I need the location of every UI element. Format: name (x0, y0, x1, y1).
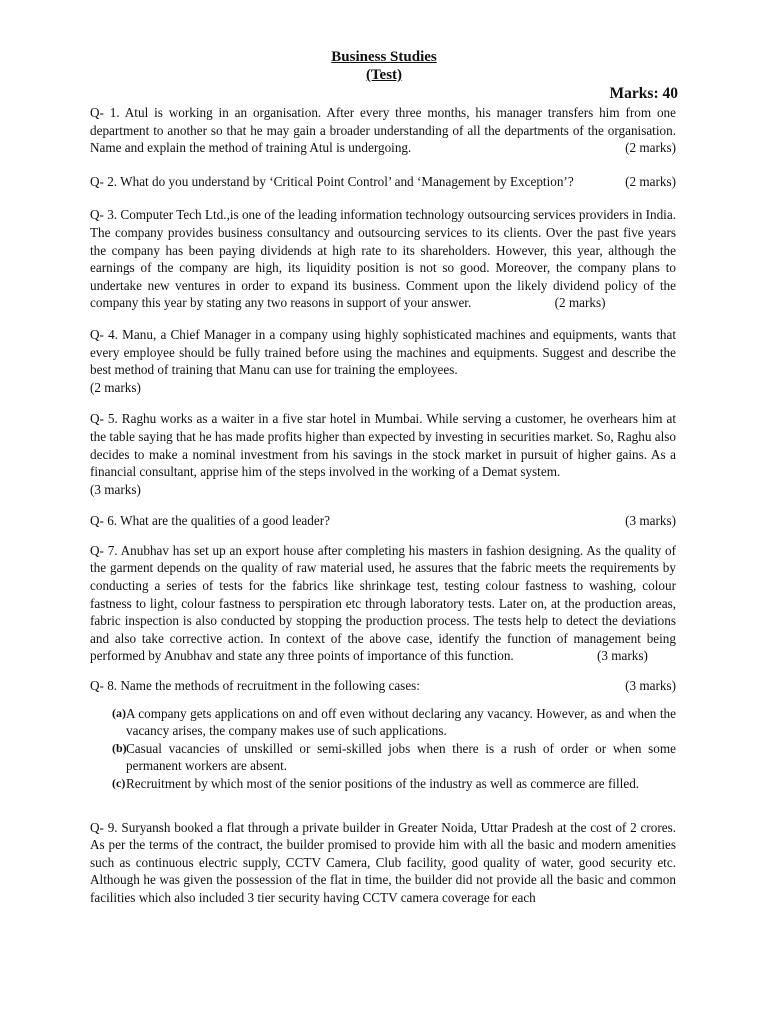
question-8 (90, 677, 676, 695)
question-marks: (2 marks) (625, 140, 676, 156)
document-title: Business Studies (331, 49, 437, 65)
question-marks: (3 marks) (625, 678, 676, 694)
total-marks: Marks: 40 (609, 85, 678, 102)
question-text: Q- 1. Atul is working in an organisation. After every three months, his manager transfers him from one department to another so that he may gain a broader understanding of all the departments of the organisation. Name and explain the method of training Atul is undergoing. (90, 105, 676, 156)
question-marks: (2 marks) (625, 173, 676, 189)
case-text: Casual vacancies of unskilled or semi-skilled jobs when there is a rush of order or when some permanent workers are absent. (126, 740, 676, 774)
question-marks: (2 marks) (554, 295, 606, 311)
question-text: Q- 4. Manu, a Chief Manager in a company using highly sophisticated machines and equipments, wants that every employee should be fully trained before using the machines and equipments. Suggest and describe the best method of training that Manu can use for training the employees. (90, 326, 676, 378)
document-subtitle: (Test) (365, 67, 403, 83)
list-item (90, 775, 676, 793)
question-9 (90, 819, 676, 907)
questions-block (90, 104, 676, 907)
question-text: Q- 5. Raghu works as a waiter in a five star hotel in Mumbai. While serving a customer, he overhears him at the table saying that he has made profits higher than expected by investing in securities market. So, Raghu also decides to make a nominal investment from his savings in the stock market in pursuit of higher gains. As a financial consultant, apprise him of the steps involved in the working of a Demat system. (90, 411, 676, 480)
question-2 (90, 173, 676, 191)
question-4 (90, 326, 676, 396)
question-marks: (2 marks) (90, 379, 141, 395)
question-7 (90, 542, 676, 665)
question-6 (90, 512, 676, 530)
case-text: Recruitment by which most of the senior positions of the industry as well as commerce are filled. (126, 776, 640, 791)
case-label: (b) (112, 740, 127, 755)
question-3 (90, 206, 676, 312)
question-marks: (3 marks) (625, 513, 676, 529)
list-item (90, 740, 676, 775)
question-marks: (3 marks) (90, 481, 141, 497)
question-text: Q- 7. Anubhav has set up an export house after completing his masters in fashion designing. As the quality of the garment depends on the quality of raw material used, he assures that the fabric meets the requirements by conducting a series of tests for the fabrics like shrinkage test, testing colour fastness to washing, colour fastness to light, colour fastness to perspiration etc through laboratory tests. Later on, at the production areas, fabric inspection is also conducted by stopping the production process. The tests help to detect the deviations and also take corrective action. In context of the above case, identify the function of management being performed by Anubhav and state any three points of importance of this function. (90, 542, 676, 664)
question-text: Q- 2. What do you understand by ‘Critical Point Control’ and ‘Management by Exception’? (90, 173, 574, 189)
case-text: A company gets applications on and off even without declaring any vacancy. However, as and when the vacancy arises, the company makes use of such applications. (126, 705, 676, 739)
question-text: Q- 6. What are the qualities of a good leader? (90, 513, 330, 529)
question-1 (90, 104, 676, 157)
case-label: (a) (112, 705, 126, 720)
recruitment-cases-list (90, 705, 676, 793)
list-item (90, 705, 676, 740)
question-text: Q- 8. Name the methods of recruitment in the following cases: (90, 678, 420, 694)
question-5 (90, 410, 676, 498)
question-marks: (3 marks) (597, 648, 648, 664)
question-text: Q- 9. Suryansh booked a flat through a private builder in Greater Noida, Uttar Pradesh at the cost of 2 crores. As per the terms of the contract, the builder promised to provide him with all the basic and modern amenities such as continuous electric supply, CCTV Camera, Club facility, good quality of water, good security etc. Although he was given the possession of the flat in time, the builder did not provide all the basic and common facilities which also included 3 tier security having CCTV camera coverage for each (90, 819, 676, 905)
case-label: (c) (112, 776, 126, 790)
question-text: Q- 3. Computer Tech Ltd.,is one of the leading information technology outsourcing services providers in India. The company provides business consultancy and outsourcing services to its clients. Over the past five years the company has been paying dividends at high rate to its shareholders. However, this year, although the earnings of the company are high, its liquidity position is not so good. Moreover, the company plans to undertake new ventures in order to expand its business. Comment upon the likely dividend policy of the company this year by stating any two reasons in support of your answer. (90, 207, 676, 311)
